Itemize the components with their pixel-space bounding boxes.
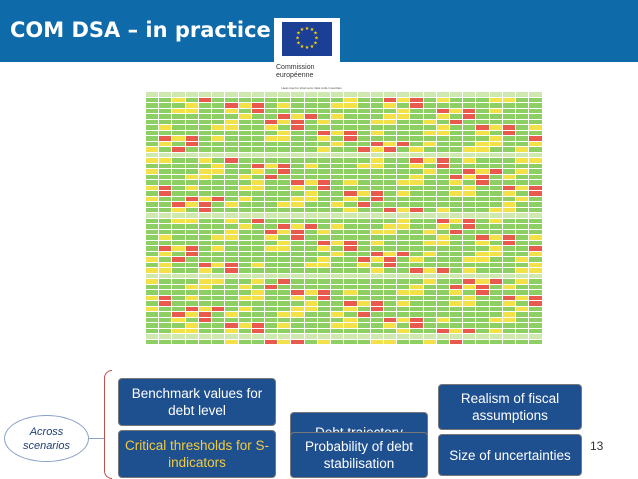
heat-map-cell (185, 339, 198, 345)
heat-map-cell (450, 339, 463, 345)
heat-map-cell (370, 339, 383, 345)
heat-map-cell (331, 339, 344, 345)
heat-map-cell (529, 339, 543, 345)
heat-map-cell (278, 339, 291, 345)
svg-text:★: ★ (313, 40, 318, 47)
heat-map-cell (357, 339, 370, 345)
heat-map-cell (423, 339, 436, 345)
across-scenarios-label: Across scenarios (4, 415, 89, 462)
heat-map-cell (516, 339, 529, 345)
logo-line-1: Commission (276, 64, 315, 71)
svg-text:★: ★ (313, 30, 318, 37)
svg-text:★: ★ (304, 45, 310, 51)
table-heading: Heat map for short-term risks to EU countries (80, 86, 543, 91)
eu-stars-icon (282, 22, 332, 56)
heat-map-cell (225, 339, 238, 345)
benchmark-box: Benchmark values for debt level (118, 378, 276, 426)
svg-text:★: ★ (309, 44, 315, 50)
realism-box: Realism of fiscal assumptions (438, 384, 582, 430)
heat-map-cell (264, 339, 277, 345)
heat-map-row (81, 339, 543, 345)
page-number: 13 (590, 439, 604, 453)
svg-text:★: ★ (295, 35, 300, 42)
row-label-cell (81, 339, 146, 345)
heat-map-cell (410, 339, 423, 345)
svg-text:★: ★ (309, 27, 315, 33)
heat-map-cell (212, 339, 225, 345)
heat-map-cell (463, 339, 476, 345)
svg-text:★: ★ (296, 40, 301, 47)
heat-map-cell (344, 339, 357, 345)
svg-text:★: ★ (299, 27, 305, 33)
heat-map-cell (146, 339, 159, 345)
eu-flag-icon (282, 22, 332, 56)
slide-title: COM DSA – in practice (10, 18, 271, 42)
heat-map-cell (383, 339, 396, 345)
heat-map-cell (291, 339, 304, 345)
heat-map-table (80, 86, 543, 366)
probability-box: Probability of debt stabilisation (290, 432, 428, 478)
heat-map-cell (317, 339, 330, 345)
heat-map-cell (476, 339, 489, 345)
heat-map-cell (251, 339, 264, 345)
heat-map-cell (198, 339, 211, 345)
heat-map-cell (172, 339, 185, 345)
svg-text:★: ★ (299, 44, 305, 50)
svg-text:★: ★ (314, 35, 319, 42)
heat-map-cell (304, 339, 317, 345)
heat-map-cell (159, 339, 172, 345)
heat-map-cell (397, 339, 410, 345)
heat-map-cell (489, 339, 502, 345)
logo-line-2: européenne (276, 72, 314, 79)
heat-map-cell (502, 339, 515, 345)
heat-map-grid (80, 91, 543, 345)
uncertainties-box: Size of uncertainties (438, 434, 582, 476)
heat-map-cell (436, 339, 449, 345)
svg-text:★: ★ (296, 30, 301, 37)
logo-text (276, 64, 315, 80)
heat-map-cell (238, 339, 251, 345)
svg-text:★: ★ (304, 26, 310, 32)
bracket-connector (89, 438, 104, 439)
scenario-bracket (104, 370, 112, 479)
critical-thresholds-box: Critical thresholds for S-indicators (118, 430, 276, 478)
